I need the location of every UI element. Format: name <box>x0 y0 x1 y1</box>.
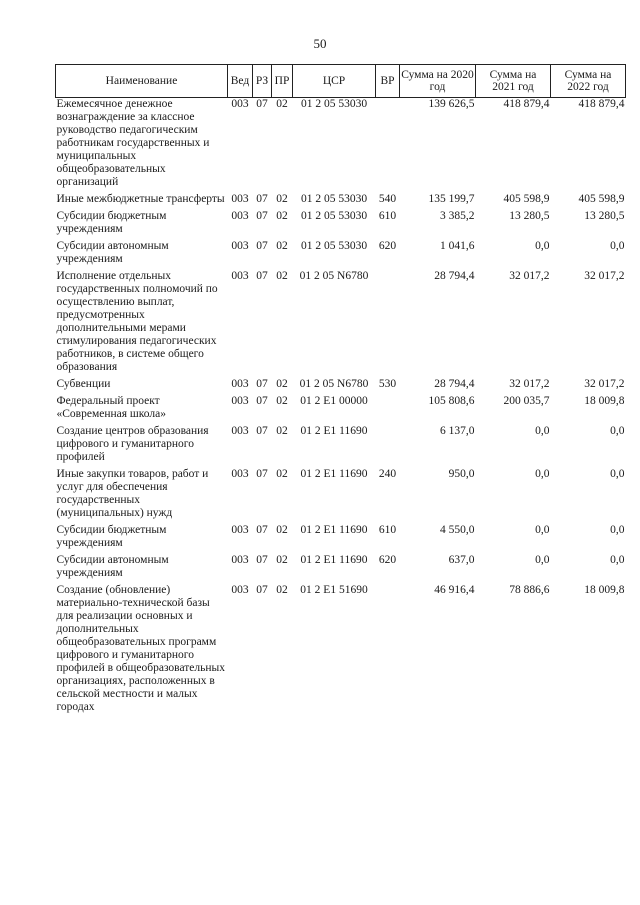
cell-sum-2022: 13 280,5 <box>584 210 625 222</box>
table-row <box>56 378 626 395</box>
cell-rz: 07 <box>256 395 268 407</box>
cell-name: Иные межбюджетные трансферты <box>56 193 225 205</box>
cell-ved: 003 <box>231 193 249 205</box>
cell-vr: 610 <box>378 210 397 222</box>
cell-vr: 620 <box>378 554 397 566</box>
table-row <box>56 193 626 210</box>
header-csr: ЦСР <box>293 65 376 98</box>
cell-sum-2022: 0,0 <box>610 425 625 437</box>
cell-sum-2021: 418 879,4 <box>503 98 550 110</box>
cell-pr: 02 <box>276 378 288 390</box>
cell-sum-2022: 32 017,2 <box>584 270 625 282</box>
cell-sum-2020: 46 916,4 <box>434 584 475 596</box>
cell-sum-2020: 28 794,4 <box>434 378 475 390</box>
cell-sum-2022: 405 598,9 <box>578 193 625 205</box>
cell-sum-2021: 32 017,2 <box>509 270 550 282</box>
table-header-row <box>56 65 626 98</box>
cell-csr: 01 2 E1 11690 <box>300 554 368 566</box>
header-rz: РЗ <box>253 65 272 98</box>
cell-name: Иные закупки товаров, работ и услуг для обеспечения государственных (муниципальных) нужд <box>56 468 209 519</box>
cell-sum-2022: 0,0 <box>610 524 625 536</box>
table-row <box>56 270 626 378</box>
cell-ved: 003 <box>231 395 249 407</box>
cell-name: Субсидии бюджетным учреждениям <box>56 210 167 235</box>
cell-rz: 07 <box>256 468 268 480</box>
cell-rz: 07 <box>256 210 268 222</box>
header-ved: Вед <box>228 65 253 98</box>
cell-sum-2022: 18 009,8 <box>584 584 625 596</box>
cell-vr <box>376 425 400 468</box>
cell-pr: 02 <box>276 468 288 480</box>
cell-name: Создание центров образования цифрового и гуманитарного профилей <box>56 425 209 463</box>
cell-sum-2020: 28 794,4 <box>434 270 475 282</box>
cell-ved: 003 <box>231 425 249 437</box>
cell-csr: 01 2 05 53030 <box>300 240 368 252</box>
cell-ved: 003 <box>231 270 249 282</box>
table-row <box>56 210 626 240</box>
cell-sum-2020: 139 626,5 <box>428 98 475 110</box>
cell-vr: 540 <box>378 193 397 205</box>
cell-pr: 02 <box>276 425 288 437</box>
cell-sum-2020: 4 550,0 <box>440 524 475 536</box>
table-row <box>56 240 626 270</box>
cell-rz: 07 <box>256 584 268 596</box>
cell-csr: 01 2 05 53030 <box>300 210 368 222</box>
header-vr: ВР <box>376 65 400 98</box>
cell-ved: 003 <box>231 554 249 566</box>
cell-csr: 01 2 E1 00000 <box>300 395 368 407</box>
cell-pr: 02 <box>276 395 288 407</box>
cell-rz: 07 <box>256 240 268 252</box>
cell-ved: 003 <box>231 524 249 536</box>
header-sum-2020: Сумма на 2020 год <box>400 65 476 98</box>
cell-vr: 620 <box>378 240 397 252</box>
header-sum-2022: Сумма на 2022 год <box>551 65 626 98</box>
cell-sum-2021: 0,0 <box>535 468 550 480</box>
table-row <box>56 468 626 524</box>
cell-pr: 02 <box>276 270 288 282</box>
budget-table <box>55 64 626 718</box>
cell-vr: 530 <box>378 378 397 390</box>
cell-name: Субвенции <box>56 378 111 390</box>
cell-pr: 02 <box>276 554 288 566</box>
cell-ved: 003 <box>231 378 249 390</box>
cell-name: Ежемесячное денежное вознаграждение за классное руководство педагогическим работникам государственных и муниципальных общеобразовательных организаций <box>56 98 210 188</box>
header-pr: ПР <box>272 65 293 98</box>
cell-sum-2022: 0,0 <box>610 240 625 252</box>
page-number: 50 <box>313 36 327 51</box>
cell-csr: 01 2 05 53030 <box>300 193 368 205</box>
cell-ved: 003 <box>231 468 249 480</box>
cell-sum-2021: 0,0 <box>535 524 550 536</box>
cell-csr: 01 2 05 53030 <box>300 98 368 110</box>
cell-vr <box>376 98 400 194</box>
cell-rz: 07 <box>256 270 268 282</box>
cell-csr: 01 2 05 N6780 <box>299 378 369 390</box>
cell-sum-2020: 1 041,6 <box>440 240 475 252</box>
cell-vr <box>376 270 400 378</box>
cell-pr: 02 <box>276 524 288 536</box>
cell-ved: 003 <box>231 240 249 252</box>
cell-pr: 02 <box>276 584 288 596</box>
cell-sum-2020: 6 137,0 <box>440 425 475 437</box>
cell-vr <box>376 395 400 425</box>
cell-name: Субсидии автономным учреждениям <box>56 240 169 265</box>
cell-name: Исполнение отдельных государственных полномочий по осуществлению выплат, предусмотренных дополнительными мерами стимулирования педагогических работников, в системе общего образования <box>56 270 218 373</box>
cell-rz: 07 <box>256 193 268 205</box>
cell-sum-2021: 405 598,9 <box>503 193 550 205</box>
cell-sum-2021: 200 035,7 <box>503 395 550 407</box>
table-row <box>56 584 626 718</box>
cell-name: Субсидии автономным учреждениям <box>56 554 169 579</box>
cell-pr: 02 <box>276 193 288 205</box>
cell-sum-2020: 637,0 <box>448 554 475 566</box>
cell-pr: 02 <box>276 240 288 252</box>
cell-sum-2021: 0,0 <box>535 240 550 252</box>
cell-csr: 01 2 E1 11690 <box>300 524 368 536</box>
cell-sum-2022: 18 009,8 <box>584 395 625 407</box>
cell-ved: 003 <box>231 584 249 596</box>
cell-csr: 01 2 E1 11690 <box>300 425 368 437</box>
cell-sum-2022: 0,0 <box>610 468 625 480</box>
header-sum-2021: Сумма на 2021 год <box>476 65 551 98</box>
cell-name: Федеральный проект «Современная школа» <box>56 395 166 420</box>
cell-pr: 02 <box>276 98 288 110</box>
table-row <box>56 524 626 554</box>
cell-name: Субсидии бюджетным учреждениям <box>56 524 167 549</box>
cell-csr: 01 2 05 N6780 <box>299 270 369 282</box>
cell-sum-2020: 105 808,6 <box>428 395 475 407</box>
cell-pr: 02 <box>276 210 288 222</box>
cell-rz: 07 <box>256 554 268 566</box>
cell-ved: 003 <box>231 210 249 222</box>
cell-sum-2021: 78 886,6 <box>509 584 550 596</box>
cell-sum-2022: 0,0 <box>610 554 625 566</box>
cell-name: Создание (обновление) материально-технической базы для реализации основных и дополнительных общеобразовательных программ цифрового и гуманитарного профилей в общеобразовательных организациях, расположенных в сельской местности и малых городах <box>56 584 226 713</box>
cell-rz: 07 <box>256 378 268 390</box>
table-row <box>56 395 626 425</box>
cell-rz: 07 <box>256 524 268 536</box>
cell-sum-2020: 3 385,2 <box>440 210 475 222</box>
cell-sum-2021: 13 280,5 <box>509 210 550 222</box>
header-name: Наименование <box>56 65 228 98</box>
cell-vr: 240 <box>378 468 397 480</box>
cell-vr <box>376 584 400 718</box>
table-row <box>56 554 626 584</box>
table-row <box>56 425 626 468</box>
cell-rz: 07 <box>256 98 268 110</box>
cell-ved: 003 <box>231 98 249 110</box>
cell-vr: 610 <box>378 524 397 536</box>
cell-rz: 07 <box>256 425 268 437</box>
cell-sum-2020: 135 199,7 <box>428 193 475 205</box>
cell-sum-2021: 0,0 <box>535 425 550 437</box>
cell-sum-2020: 950,0 <box>448 468 475 480</box>
cell-sum-2021: 32 017,2 <box>509 378 550 390</box>
cell-csr: 01 2 E1 51690 <box>300 584 368 596</box>
cell-sum-2022: 32 017,2 <box>584 378 625 390</box>
table-row <box>56 98 626 194</box>
cell-csr: 01 2 E1 11690 <box>300 468 368 480</box>
cell-sum-2022: 418 879,4 <box>578 98 625 110</box>
cell-sum-2021: 0,0 <box>535 554 550 566</box>
